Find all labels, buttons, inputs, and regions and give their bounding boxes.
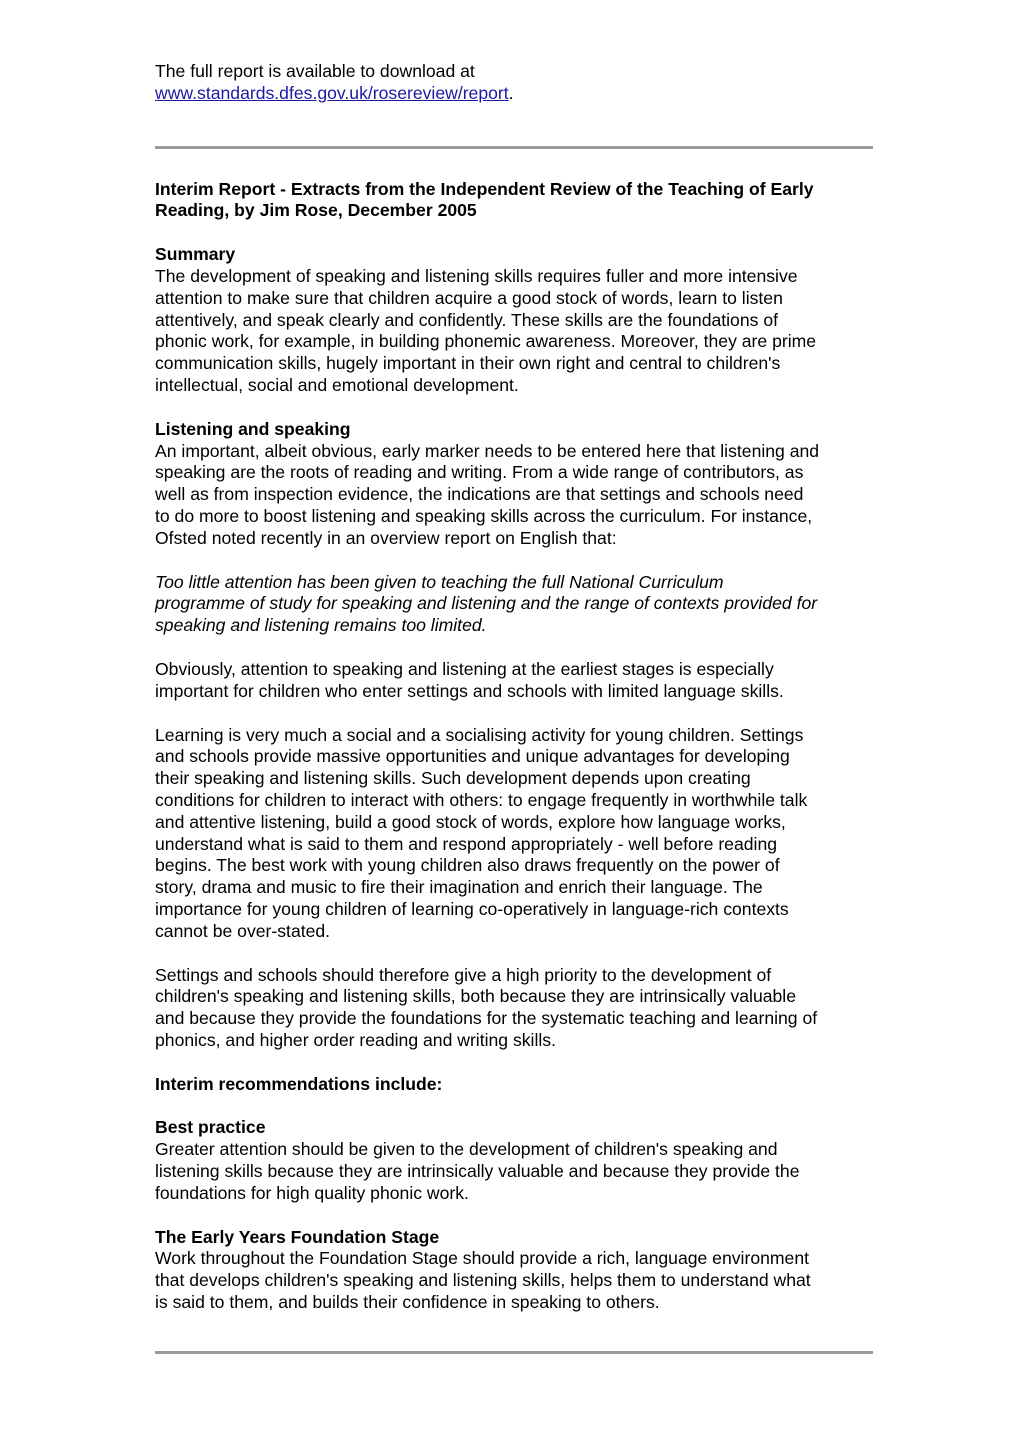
early-years-heading: The Early Years Foundation Stage [155, 1226, 440, 1247]
summary-heading: Summary [155, 244, 236, 265]
best-practice-heading: Best practice [155, 1117, 266, 1138]
link-suffix: . [508, 82, 514, 103]
listening-paragraph-4: Settings and schools should therefore give a high priority to the development of children's speaking and listening skills, both because they are intrinsically valuable and because they provide the foundations for the systematic teaching and learning of phonics, and higher order reading and writing skills. [155, 964, 818, 1050]
report-download-link[interactable]: www.standards.dfes.gov.uk/rosereview/report [155, 82, 509, 103]
listening-paragraph-2: Obviously, attention to speaking and listening at the earliest stages is especially important for children who enter settings and schools with limited language skills. [155, 658, 784, 701]
bottom-divider [155, 1351, 873, 1354]
summary-text: The development of speaking and listening skills requires fuller and more intensive attention to make sure that children acquire a good stock of words, learn to listen attentively, and speak clearly and confidently. These skills are the foundations of phonic work, for example, in building phonemic awareness. Moreover, they are prime communication skills, hugely important in their own right and central to children's intellectual, social and emotional development. [155, 265, 817, 395]
report-title: Interim Report - Extracts from the Independent Review of the Teaching of Early Reading, by Jim Rose, December 2005 [155, 178, 814, 221]
listening-paragraph-3: Learning is very much a social and a socialising activity for young children. Settings and schools provide massive opportunities and unique advantages for developing their speaking and listening skills. Such development depends upon creating conditions for children to interact with others: to engage frequently in worthwhile talk and attentive listening, build a good stock of words, explore how language works, understand what is said to them and respond appropriately - well before reading begins. The best work with young children also draws frequently on the power of story, drama and music to fire their imagination and enrich their language. The importance for young children of learning co-operatively in language-rich contexts cannot be over-stated. [155, 724, 808, 941]
top-divider [155, 146, 873, 149]
download-intro-text: The full report is available to download at [155, 61, 475, 81]
early-years-text: Work throughout the Foundation Stage should provide a rich, language environment that develops children's speaking and listening skills, helps them to understand what is said to them, and builds their confidence in speaking to others. [155, 1248, 811, 1313]
document-page [155, 61, 873, 1354]
download-intro [155, 61, 873, 105]
listening-text: An important, albeit obvious, early marker needs to be entered here that listening and speaking are the roots of reading and writing. From a wide range of contributors, as well as from inspection evidence, the indications are that settings and schools need to do more to boost listening and speaking skills across the curriculum. For instance, Ofsted noted recently in an overview report on English that: [155, 440, 820, 548]
best-practice-text: Greater attention should be given to the development of children's speaking and listening skills because they are intrinsically valuable and because they provide the foundations for high quality phonic work. [155, 1139, 800, 1203]
recommendations-heading: Interim recommendations include: [155, 1073, 443, 1094]
ofsted-quote: Too little attention has been given to teaching the full National Curriculum programme of study for speaking and listening and the range of contexts provided for speaking and listening remains too limited. [155, 571, 818, 636]
listening-heading: Listening and speaking [155, 418, 351, 439]
